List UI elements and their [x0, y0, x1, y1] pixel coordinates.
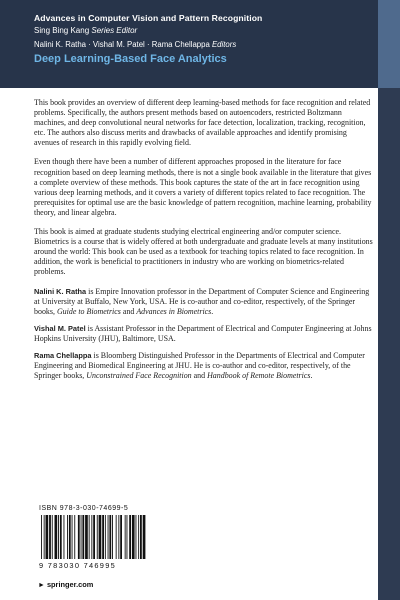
spine-edge	[378, 0, 400, 600]
series-header	[0, 0, 400, 88]
barcode-bar	[91, 515, 92, 559]
barcode-bar	[72, 515, 73, 559]
barcode-bar	[120, 515, 122, 559]
barcode-bar	[67, 515, 68, 559]
barcode-bar	[93, 515, 95, 559]
bio-chellappa	[34, 351, 374, 381]
barcode-bar	[143, 515, 146, 559]
barcode-bar	[44, 515, 45, 559]
bio-chellappa-text: is Bloomberg Distinguished Professor in the Departments of Electrical and Computer Engineering and Biomedical Engineering at JHU. He is co-author and co-editor, respectively, of the Springer books,	[34, 350, 365, 381]
barcode-bar	[55, 515, 58, 559]
description-paragraph-2: Even though there have been a number of different approaches proposed in the literature for face recognition based on deep learning methods, there is not a single book available in the literature that gives a complete overview of these methods. This book captures the state of the art in face recognition using various deep learning methods, and it covers a variety of different topics related to face recognition. The prerequisites for optimal use are the basic knowledge of pattern recognition, machine learning, probability theory, and linear algebra.	[34, 157, 372, 217]
bio-ratha-end: .	[211, 306, 214, 316]
barcode-bar	[74, 515, 75, 559]
bio-chellappa-and: and	[191, 371, 208, 381]
description-paragraph-1: This book provides an overview of different deep learning-based methods for face recognition and related problems. Specifically, the authors present methods based on autoencoders, restricted Boltzmann machines, and deep convolutional neural networks for face detection, localization, tracking, recognition, etc. The authors also discuss merits and drawbacks of available approaches and identify promising avenues of research in this rapidly evolving field.	[34, 98, 371, 148]
publisher-site[interactable]	[38, 580, 93, 589]
barcode-digits: 9 783030 746995	[39, 561, 117, 570]
barcode-bar	[41, 515, 42, 559]
barcode-bar	[112, 515, 113, 559]
bio-chellappa-book-1: Unconstrained Face Recognition	[86, 371, 192, 381]
barcode-bar	[109, 515, 111, 559]
barcode-bar	[140, 515, 142, 559]
barcode-bar	[132, 515, 135, 559]
book-editors	[34, 40, 400, 49]
spine-band	[378, 0, 400, 88]
barcode-bar	[108, 515, 109, 559]
isbn-label: ISBN 978-3-030-74699-5	[39, 505, 129, 512]
barcode-bar	[97, 515, 98, 559]
barcode-bar	[69, 515, 71, 559]
isbn-barcode	[34, 502, 152, 574]
bio-ratha-text: is Empire Innovation professor in the Department of Computer Science and Engineering at University at Buffalo, New York, USA. He is co-author and co-editor, respectively, of the Springer books,	[34, 286, 370, 316]
barcode-bar	[49, 515, 51, 559]
barcode-bar	[99, 515, 102, 559]
barcode-bar	[60, 515, 62, 559]
book-editors-names: Nalini K. Ratha · Vishal M. Patel · Rama Chellappa	[34, 40, 210, 49]
bio-ratha	[34, 287, 374, 317]
barcode-bar	[138, 515, 139, 559]
barcode-bar	[78, 515, 80, 559]
barcode-bar	[105, 515, 106, 559]
bio-patel	[34, 324, 374, 344]
series-editor	[34, 26, 400, 35]
bio-patel-name: Vishal M. Patel	[34, 323, 86, 333]
barcode-icon	[39, 515, 149, 561]
barcode-bar	[116, 515, 117, 559]
barcode-bar	[89, 515, 90, 559]
bio-ratha-name: Nalini K. Ratha	[34, 286, 87, 296]
barcode-bar	[102, 515, 104, 559]
description-paragraph-3: This book is aimed at graduate students studying electrical engineering and/or computer science. Biometrics is a course that is widely offered at both undergraduate and graduate levels at many institutions around the world: This book can be used as a textbook for teaching topics related to face recognition. In addition, the work is beneficial to practitioners in industry who are working on biometrics-related problems.	[34, 227, 373, 277]
barcode-bar	[125, 515, 126, 559]
publisher-site-label: springer.com	[46, 580, 94, 589]
barcode-bar	[127, 515, 128, 559]
barcode-bar	[136, 515, 137, 559]
barcode-bar	[58, 515, 59, 559]
book-editors-role: Editors	[211, 40, 237, 49]
barcode-bar	[82, 515, 84, 559]
series-title: Advances in Computer Vision and Pattern Recognition	[34, 13, 263, 23]
bio-chellappa-name: Rama Chellappa	[34, 350, 92, 360]
book-title: Deep Learning-Based Face Analytics	[34, 53, 227, 65]
barcode-bar	[64, 515, 65, 559]
arrow-icon: ►	[38, 582, 45, 589]
bio-ratha-book-2: Advances in Biometrics	[136, 306, 212, 316]
barcode-bar	[81, 515, 82, 559]
series-editor-role: Series Editor	[91, 26, 138, 35]
bio-chellappa-book-2: Handbook of Remote Biometrics	[207, 371, 311, 381]
bio-ratha-and: and	[120, 306, 137, 316]
barcode-bar	[118, 515, 119, 559]
bio-ratha-book-1: Guide to Biometrics	[56, 306, 121, 316]
barcode-bar	[129, 515, 131, 559]
series-editor-name: Sing Bing Kang	[34, 26, 90, 35]
barcode-bar	[52, 515, 53, 559]
bio-chellappa-end: .	[310, 371, 313, 381]
back-cover-text	[34, 98, 374, 388]
barcode-bar	[46, 515, 49, 559]
barcode-bar	[85, 515, 88, 559]
bio-patel-text: is Assistant Professor in the Department of Electrical and Computer Engineering at Johns Hopkins University (JHU), Baltimore, USA.	[34, 323, 372, 343]
